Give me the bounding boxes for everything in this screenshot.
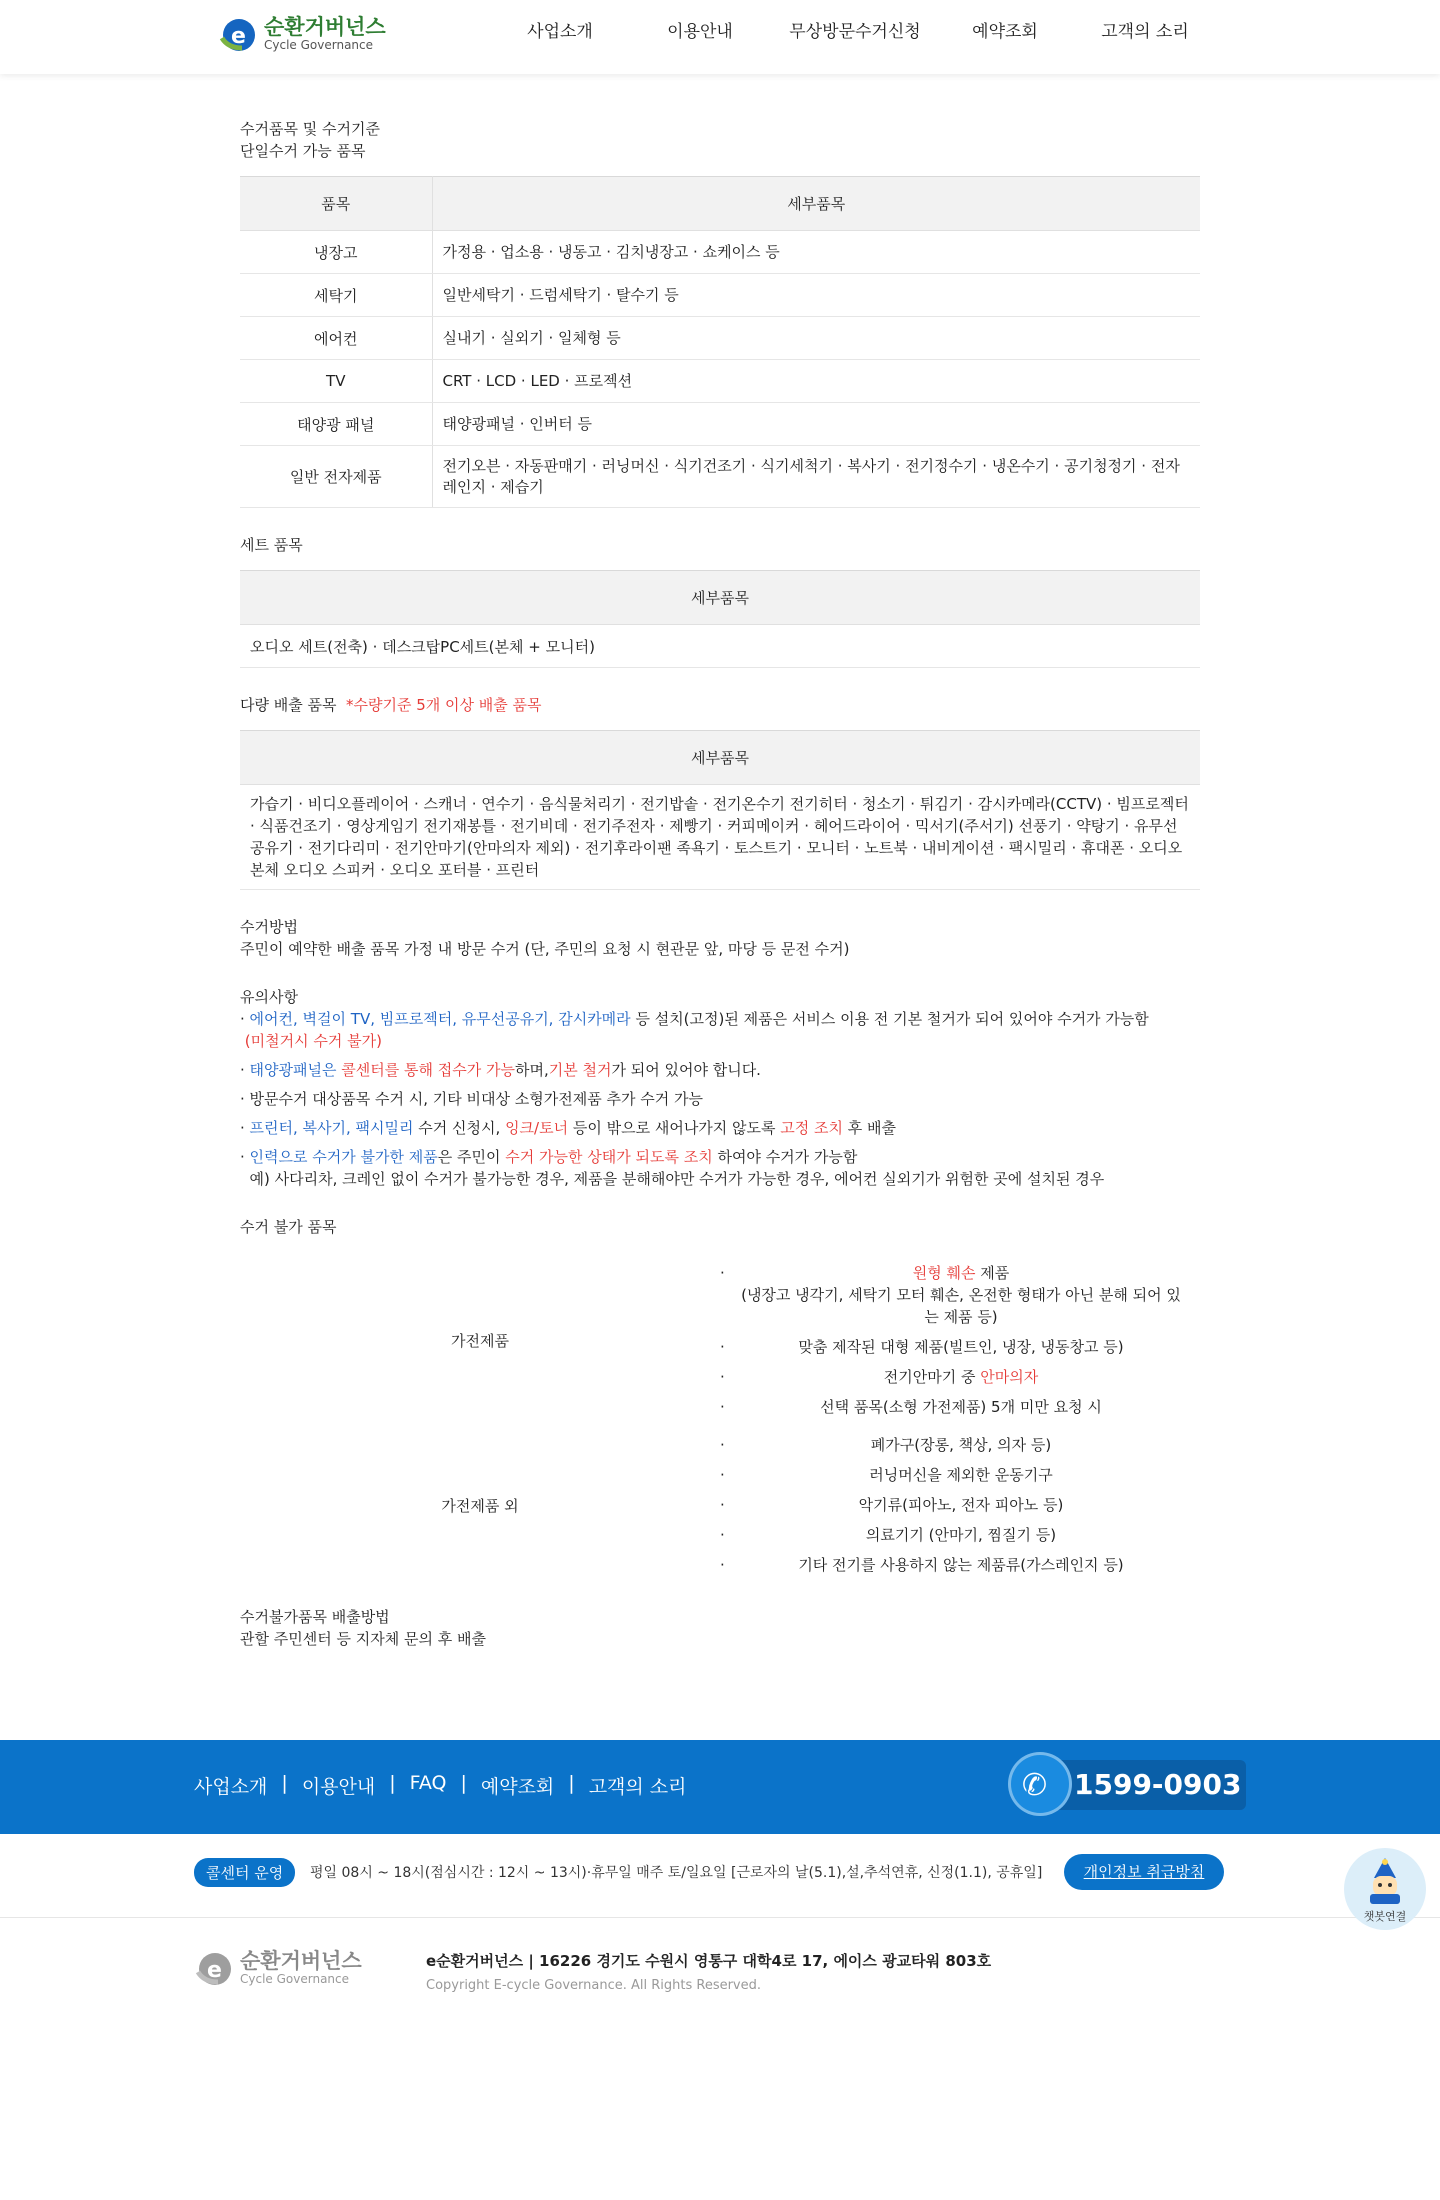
- bullet: ·: [720, 1436, 725, 1454]
- note-text: 하며,: [514, 1061, 549, 1079]
- cell-item: TV: [240, 360, 432, 403]
- list-item: [720, 1258, 1200, 1332]
- bulk-items-section: [240, 694, 1200, 890]
- item-text: 기타 전기를 사용하지 않는 제품류(가스레인지 등): [798, 1556, 1124, 1574]
- list-item: [720, 1520, 1200, 1550]
- footer-logo-title: 순환거버넌스: [240, 1949, 362, 1973]
- note-example: 예) 사다리차, 크레인 없이 수거가 불가능한 경우, 제품을 분해해야만 수거가 가능한 경우, 에어컨 실외기가 위험한 곳에 설치된 경우: [249, 1170, 1105, 1188]
- item-text: 폐가구(장롱, 책상, 의자 등): [870, 1436, 1052, 1454]
- cell-detail: 오디오 세트(전축) · 데스크탑PC세트(본체 + 모니터): [240, 625, 1200, 668]
- note-warning: 고정 조치: [780, 1119, 844, 1137]
- svg-text:e: e: [207, 1958, 222, 1983]
- list-item: [720, 1430, 1200, 1460]
- footer-bottom: [0, 1918, 1440, 2028]
- set-items-table: [240, 570, 1200, 668]
- note-warning: 잉크/토너: [505, 1119, 569, 1137]
- nav-about[interactable]: 사업소개: [527, 22, 593, 42]
- chatbot-icon: [1364, 1858, 1406, 1904]
- column-header-detail: 세부품목: [432, 177, 1200, 231]
- logo-subtitle: Cycle Governance: [264, 38, 374, 52]
- list-item: · 에어컨, 벽걸이 TV, 빔프로젝터, 유무선공유기, 감시카메라 등 설치(고정)된 제품은 서비스 이용 전 기본 철거가 되어 있어야 수거가 가능함 (미철거시 수거 불가): [240, 1010, 1149, 1050]
- footer-logo-subtitle: Cycle Governance: [240, 1972, 350, 1986]
- collection-method-section: [240, 916, 1200, 960]
- note-warning: 기본 철거: [548, 1061, 612, 1079]
- column-header-detail: 세부품목: [240, 731, 1200, 785]
- set-items-section: [240, 534, 1200, 668]
- note-text: 하여야 수거가 가능함: [712, 1148, 858, 1166]
- item-text: 러닝머신을 제외한 운동기구: [869, 1466, 1053, 1484]
- cell-item: 냉장고: [240, 231, 432, 274]
- main-content: [240, 74, 1200, 1650]
- list-item: · 프린터, 복사기, 팩시밀리 수거 신청시, 잉크/토너 등이 밖으로 새어나가지 않도록 고정 조치 후 배출: [240, 1119, 897, 1137]
- note-text: 방문수거 대상품목 수거 시, 기타 비대상 소형가전제품 추가 수거 가능: [249, 1090, 703, 1108]
- cell-detail: 태양광패널 · 인버터 등: [432, 403, 1200, 446]
- list-item: · 방문수거 대상품목 수거 시, 기타 비대상 소형가전제품 추가 수거 가능: [240, 1090, 703, 1108]
- table-header-row: [240, 731, 1200, 785]
- cell-item: 에어컨: [240, 317, 432, 360]
- nav-free-pickup-request[interactable]: 무상방문수거신청: [789, 22, 921, 42]
- note-warning: 콜센터를 통해 접수가 가능: [341, 1061, 515, 1079]
- section-title-text: 다량 배출 품목: [240, 696, 337, 714]
- group-name: 가전제품: [451, 1331, 509, 1350]
- note-text: 등 설치(고정)된 제품은 서비스 이용 전 기본 철거가 되어 있어야 수거가 가능함: [630, 1010, 1149, 1028]
- cell-detail: 가정용 · 업소용 · 냉동고 · 김치냉장고 · 쇼케이스 등: [432, 231, 1200, 274]
- cell-item: 태양광 패널: [240, 403, 432, 446]
- bullet: ·: [720, 1526, 725, 1544]
- single-items-table: [240, 176, 1200, 508]
- footer-link-reservation[interactable]: 예약조회: [480, 1776, 555, 1798]
- item-highlight: 원형 훼손: [912, 1264, 976, 1282]
- cell-detail: 일반세탁기 · 드럼세탁기 · 탈수기 등: [432, 274, 1200, 317]
- phone-number: 1599-0903: [1074, 1768, 1242, 1801]
- item-text: 의료기기 (안마기, 찜질기 등): [865, 1526, 1057, 1544]
- footer-nav-bar: [0, 1740, 1440, 1834]
- note-highlight: 에어컨, 벽걸이 TV, 빔프로젝터, 유무선공유기, 감시카메라: [249, 1010, 631, 1028]
- bulk-items-table: [240, 730, 1200, 890]
- table-row: [240, 360, 1200, 403]
- note-highlight: 태양광패널은: [249, 1061, 337, 1079]
- table-row: [240, 274, 1200, 317]
- bullet: ·: [720, 1556, 725, 1574]
- item-text: 선택 품목(소형 가전제품) 5개 미만 요청 시: [820, 1398, 1102, 1416]
- cell-detail: 전기오븐 · 자동판매기 · 러닝머신 · 식기건조기 · 식기세척기 · 복사기 · 전기정수기 · 냉온수기 · 공기청정기 · 전자레인지 · 제습기: [432, 446, 1200, 508]
- note-text: 은 주민이: [437, 1148, 506, 1166]
- e-logo-icon: [218, 14, 258, 54]
- not-collected-section: [240, 1216, 1200, 1580]
- table-header-row: [240, 177, 1200, 231]
- footer-separator: |: [281, 1772, 288, 1794]
- note-highlight: 프린터, 복사기, 팩시밀리: [249, 1119, 414, 1137]
- cell-detail: 가습기 · 비디오플레이어 · 스캐너 · 연수기 · 음식물처리기 · 전기밥솥 · 전기온수기 전기히터 · 청소기 · 튀김기 · 감시카메라(CCTV) · 빔프로젝터 · 식품건조기 · 영상게임기 전기재봉틀 · 전기비데 · 전기주전자 · 제빵기 · 커피메이커 · 헤어드라이어 · 믹서기(주서기) 선풍기 · 약탕기 · 유무선공유기 · 전기다리미 · 전기안마기(안마의자 제외) · 전기후라이팬 족욕기 · 토스트기 · 모니터 · 노트북 · 내비게이션 · 팩시밀리 · 휴대폰 · 오디오 본체 오디오 스피커 · 오디오 포터블 · 프린터: [240, 785, 1200, 890]
- item-highlight: 안마의자: [980, 1368, 1039, 1386]
- note-text: 가 되어 있어야 합니다.: [611, 1061, 761, 1079]
- quantity-note: *수량기준 5개 이상 배출 품목: [346, 696, 542, 714]
- section-title: [240, 694, 1200, 716]
- notes-list: [240, 1008, 1200, 1190]
- e-logo-icon: [194, 1948, 234, 1988]
- bullet: ·: [720, 1466, 725, 1484]
- item-subtext: (냉장고 냉각기, 세탁기 모터 훼손, 온전한 형태가 아닌 분해 되어 있는 제품 등): [741, 1286, 1181, 1326]
- footer-link-customer-voice[interactable]: 고객의 소리: [588, 1776, 687, 1798]
- call-center-badge: 콜센터 운영: [194, 1858, 295, 1887]
- footer-link-guide[interactable]: 이용안내: [301, 1776, 376, 1798]
- list-item: · 인력으로 수거가 불가한 제품은 주민이 수거 가능한 상태가 되도록 조치 하여야 수거가 가능함 예) 사다리차, 크레인 없이 수거가 불가능한 경우, 제품을 분해해야만 수거가 가능한 경우, 에어컨 실외기가 위험한 곳에 설치된 경우: [240, 1148, 1105, 1188]
- disposal-text: 관할 주민센터 등 지자체 문의 후 배출: [240, 1630, 486, 1648]
- section-title: 수거불가품목 배출방법: [240, 1608, 390, 1626]
- footer-info-bar: [0, 1834, 1440, 1923]
- table-row: [240, 231, 1200, 274]
- section-title: 세트 품목: [240, 536, 303, 554]
- list-item: [720, 1460, 1200, 1490]
- bullet: ·: [720, 1496, 725, 1514]
- note-text: 후 배출: [843, 1119, 897, 1137]
- list-item: [720, 1490, 1200, 1520]
- disposal-method-section: [240, 1606, 1200, 1650]
- privacy-policy-button[interactable]: 개인정보 취급방침: [1064, 1854, 1224, 1890]
- chatbot-label: 챗봇연결: [1363, 1910, 1407, 1923]
- footer-separator: |: [389, 1772, 396, 1794]
- table-header-row: [240, 571, 1200, 625]
- logo-title: 순환거버넌스: [264, 15, 386, 39]
- cell-item: 일반 전자제품: [240, 446, 432, 508]
- table-row: [240, 785, 1200, 890]
- bullet: ·: [720, 1398, 725, 1416]
- table-row: [240, 446, 1200, 508]
- footer-link-about[interactable]: 사업소개: [194, 1776, 268, 1798]
- bullet: ·: [720, 1264, 725, 1282]
- not-collected-group: [240, 1430, 1200, 1580]
- list-item: [720, 1550, 1200, 1580]
- not-collected-table: [240, 1258, 1200, 1580]
- cell-detail: CRT · LCD · LED · 프로젝션: [432, 360, 1200, 403]
- column-header-item: 품목: [240, 177, 432, 231]
- footer-separator: |: [568, 1772, 575, 1794]
- note-text: 수거 신청시,: [413, 1119, 506, 1137]
- note-text: 등이 밖으로 새어나가지 않도록: [568, 1119, 781, 1137]
- nav-reservation-lookup[interactable]: 예약조회: [972, 22, 1038, 42]
- copyright: Copyright E-cycle Governance. All Rights Reserved.: [426, 1978, 762, 1993]
- section-title: 수거품목 및 수거기준: [240, 120, 380, 138]
- nav-guide[interactable]: 이용안내: [667, 22, 733, 42]
- site-header: [0, 0, 1440, 74]
- item-text: 전기안마기 중: [883, 1368, 981, 1386]
- list-item: [720, 1332, 1200, 1362]
- method-text: 주민이 예약한 배출 품목 가정 내 방문 수거 (단, 주민의 요청 시 현관문 앞, 마당 등 문전 수거): [240, 940, 850, 958]
- footer-nav: [194, 1772, 687, 1799]
- table-row: [240, 625, 1200, 668]
- table-row: [240, 317, 1200, 360]
- section-title: 수거방법: [240, 918, 298, 936]
- bullet: ·: [720, 1338, 725, 1356]
- item-text: 제품: [975, 1264, 1010, 1282]
- note-highlight: 인력으로 수거가 불가한 제품: [249, 1148, 438, 1166]
- section-subtitle: 단일수거 가능 품목: [240, 142, 366, 160]
- not-collected-group: [240, 1258, 1200, 1422]
- cell-item: 세탁기: [240, 274, 432, 317]
- bullet: ·: [720, 1368, 725, 1386]
- item-text: 악기류(피아노, 전자 피아노 등): [858, 1496, 1064, 1514]
- note-warning: (미철거시 수거 불가): [244, 1032, 382, 1050]
- svg-text:e: e: [231, 24, 246, 49]
- call-center-phone[interactable]: [1004, 1746, 1244, 1820]
- section-title: 수거 불가 품목: [240, 1218, 337, 1236]
- notes-section: [240, 986, 1200, 1190]
- nav-customer-voice[interactable]: 고객의 소리: [1101, 22, 1189, 42]
- footer-logo: [194, 1948, 362, 1988]
- table-row: [240, 403, 1200, 446]
- list-item: · 태양광패널은 콜센터를 통해 접수가 가능하며,기본 철거가 되어 있어야 합니다.: [240, 1061, 761, 1079]
- section-title: 유의사항: [240, 988, 298, 1006]
- group-name: 가전제품 외: [441, 1496, 519, 1515]
- company-address: e순환거버넌스 | 16226 경기도 수원시 영통구 대학4로 17, 에이스 광교타워 803호: [426, 1952, 992, 1970]
- list-item: [720, 1362, 1200, 1392]
- item-text: 맞춤 제작된 대형 제품(빌트인, 냉장, 냉동창고 등): [798, 1338, 1124, 1356]
- column-header-detail: 세부품목: [240, 571, 1200, 625]
- footer-link-faq[interactable]: FAQ: [409, 1772, 447, 1794]
- site-logo[interactable]: [218, 14, 386, 54]
- footer-separator: |: [460, 1772, 467, 1794]
- list-item: [720, 1392, 1200, 1422]
- cell-detail: 실내기 · 실외기 · 일체형 등: [432, 317, 1200, 360]
- call-center-hours: 평일 08시 ~ 18시(점심시간 : 12시 ~ 13시)·휴무일 매주 토/일요일 [근로자의 날(5.1),설,추석연휴, 신정(1.1), 공휴일]: [310, 1865, 1043, 1881]
- main-nav: [490, 0, 1220, 74]
- phone-icon: ✆: [1022, 1768, 1048, 1803]
- note-warning: 수거 가능한 상태가 되도록 조치: [505, 1148, 713, 1166]
